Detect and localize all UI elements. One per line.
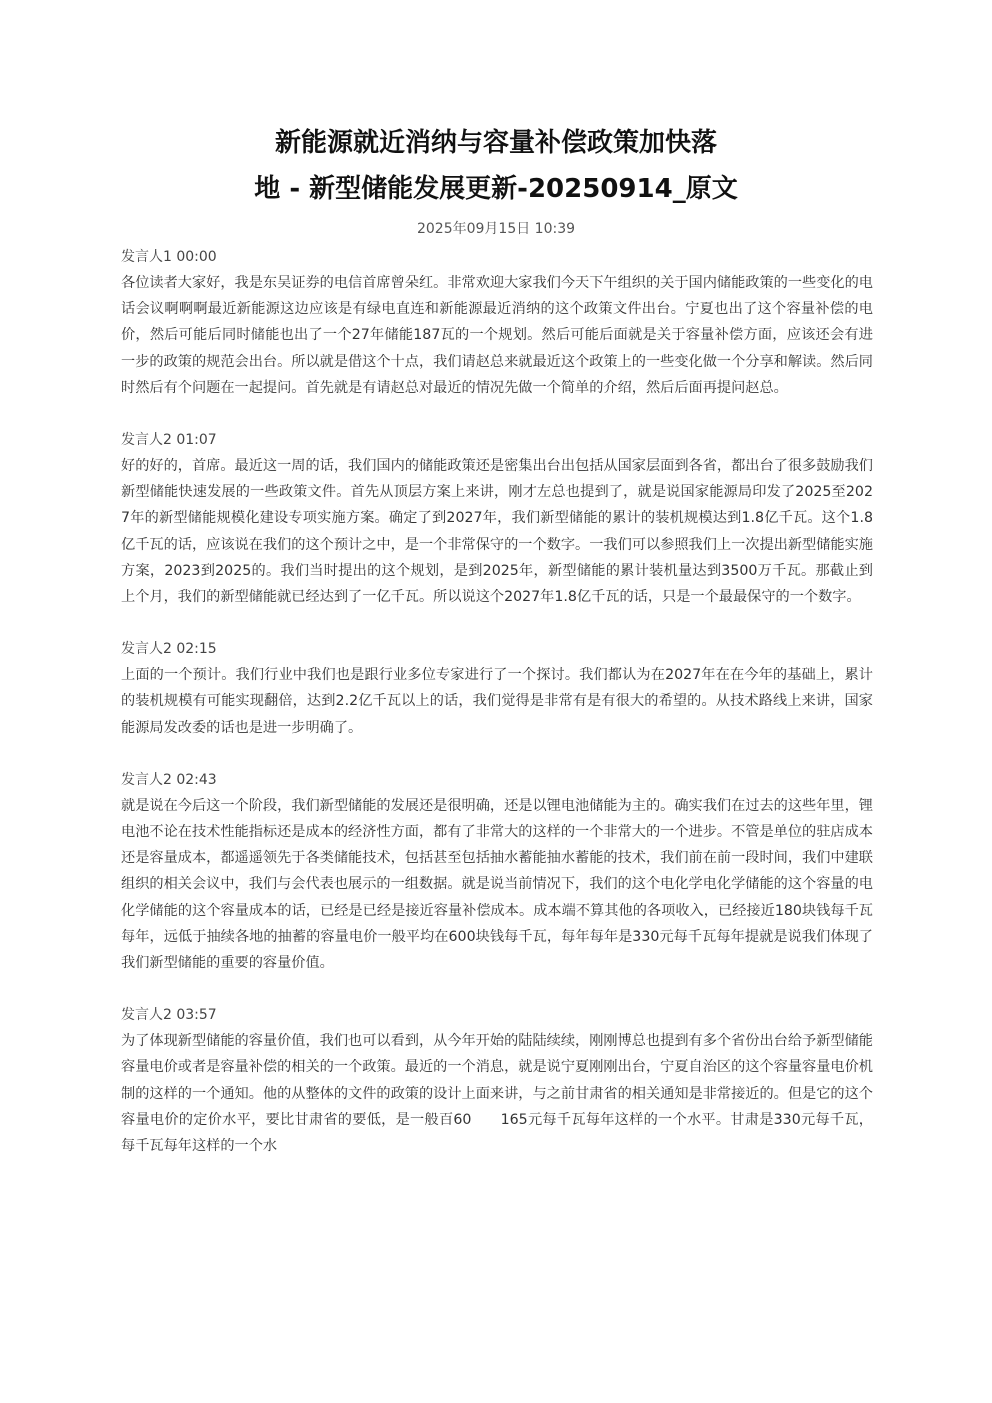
speaker-timestamp: 发言人1 00:00 [121, 249, 217, 265]
speaker-timestamp: 发言人2 01:07 [121, 432, 217, 449]
transcript-segment [121, 767, 873, 976]
transcript-segment [121, 1002, 873, 1159]
transcript-segment [121, 244, 873, 401]
transcript [121, 244, 873, 1185]
title-line-1: 新能源就近消纳与容量补偿政策加快落 [274, 128, 717, 158]
document-date: 2025年09月15日 10:39 [416, 221, 576, 237]
segment-text: 为了体现新型储能的容量价值，我们也可以看到，从今年开始的陆陆续续，刚刚博总也提到有多个省份出台给予新型储能容量电价或者是容量补偿的相关的一个政策。最近的一个消息，就是说宁夏刚刚出台，宁夏自治区的这个容量容量电价机制的这样的一个通知。他的从整体的文件的政策的设计上面来讲，与之前甘肃省的相关通知是非常接近的。但是它的这个容量电价的定价水平，要比甘肃省的要低，是一般百60 165元每千瓦每年这样的一个水平。甘肃是330元每千瓦，每千瓦每年这样的一个水 [121, 1033, 873, 1155]
speaker-timestamp: 发言人2 02:15 [121, 641, 217, 658]
speaker-timestamp: 发言人2 03:57 [121, 1007, 217, 1024]
segment-text: 各位读者大家好，我是东吴证券的电信首席曾朵红。非常欢迎大家我们今天下午组织的关于国内储能政策的一些变化的电话会议啊啊啊最近新能源这边应该是有绿电直连和新能源最近消纳的这个政策文件出台。宁夏也出了这个容量补偿的电价，然后可能后同时储能也出了一个27年储能187瓦的一个规划。然后可能后面就是关于容量补偿方面，应该还会有进一步的政策的规范会出台。所以就是借这个十点，我们请赵总来就最近这个政策上的一些变化做一个分享和解读。然后同时然后有个问题在一起提问。首先就是有请赵总对最近的情况先做一个简单的介绍，然后后面再提问赵总。 [121, 275, 873, 396]
segment-text: 上面的一个预计。我们行业中我们也是跟行业多位专家进行了一个探讨。我们都认为在2027年在在今年的基础上，累计的装机规模有可能实现翻倍，达到2.2亿千瓦以上的话，我们觉得是非常有是有很大的希望的。从技术路线上来讲，国家能源局发改委的话也是进一步明确了。 [121, 667, 873, 736]
document-title [200, 120, 792, 212]
transcript-segment [121, 427, 873, 610]
transcript-segment [121, 636, 873, 741]
segment-text: 就是说在今后这一个阶段，我们新型储能的发展还是很明确，还是以锂电池储能为主的。确实我们在过去的这些年里，锂电池不论在技术性能指标还是成本的经济性方面，都有了非常大的这样的一个非常大的一个进步。不管是单位的驻店成本还是容量成本，都遥遥领先于各类储能技术，包括甚至包括抽水蓄能抽水蓄能的技术，我们前在前一段时间，我们中建联组织的相关会议中，我们与会代表也展示的一组数据。就是说当前情况下，我们的这个电化学电化学储能的这个容量的电化学储能的这个容量成本的话，已经是已经是接近容量补偿成本。成本端不算其他的各项收入，已经接近180块钱每千瓦每年，远低于抽续各地的抽蓄的容量电价一般平均在600块钱每千瓦，每年每年是330元每千瓦每年提就是说我们体现了我们新型储能的重要的容量价值。 [121, 797, 873, 972]
title-line-2: 地 - 新型储能发展更新-20250914_原文 [254, 174, 738, 204]
speaker-timestamp: 发言人2 02:43 [121, 771, 217, 788]
segment-text: 好的好的，首席。最近这一周的话，我们国内的储能政策还是密集出台出包括从国家层面到各省，都出台了很多鼓励我们新型储能快速发展的一些政策文件。首先从顶层方案上来讲，刚才左总也提到了，就是说国家能源局印发了2025至2027年的新型储能规模化建设专项实施方案。确定了到2027年，我们新型储能的累计的装机规模达到1.8亿千瓦。这个1.8亿千瓦的话，应该说在我们的这个预计之中，是一个非常保守的一个数字。一我们可以参照我们上一次提出新型储能实施方案，2023到2025的。我们当时提出的这个规划，是到2025年，新型储能的累计装机量达到3500万千瓦。那截止到上个月，我们的新型储能就已经达到了一亿千瓦。所以说这个2027年1.8亿千瓦的话，只是一个最最保守的一个数字。 [121, 458, 873, 606]
